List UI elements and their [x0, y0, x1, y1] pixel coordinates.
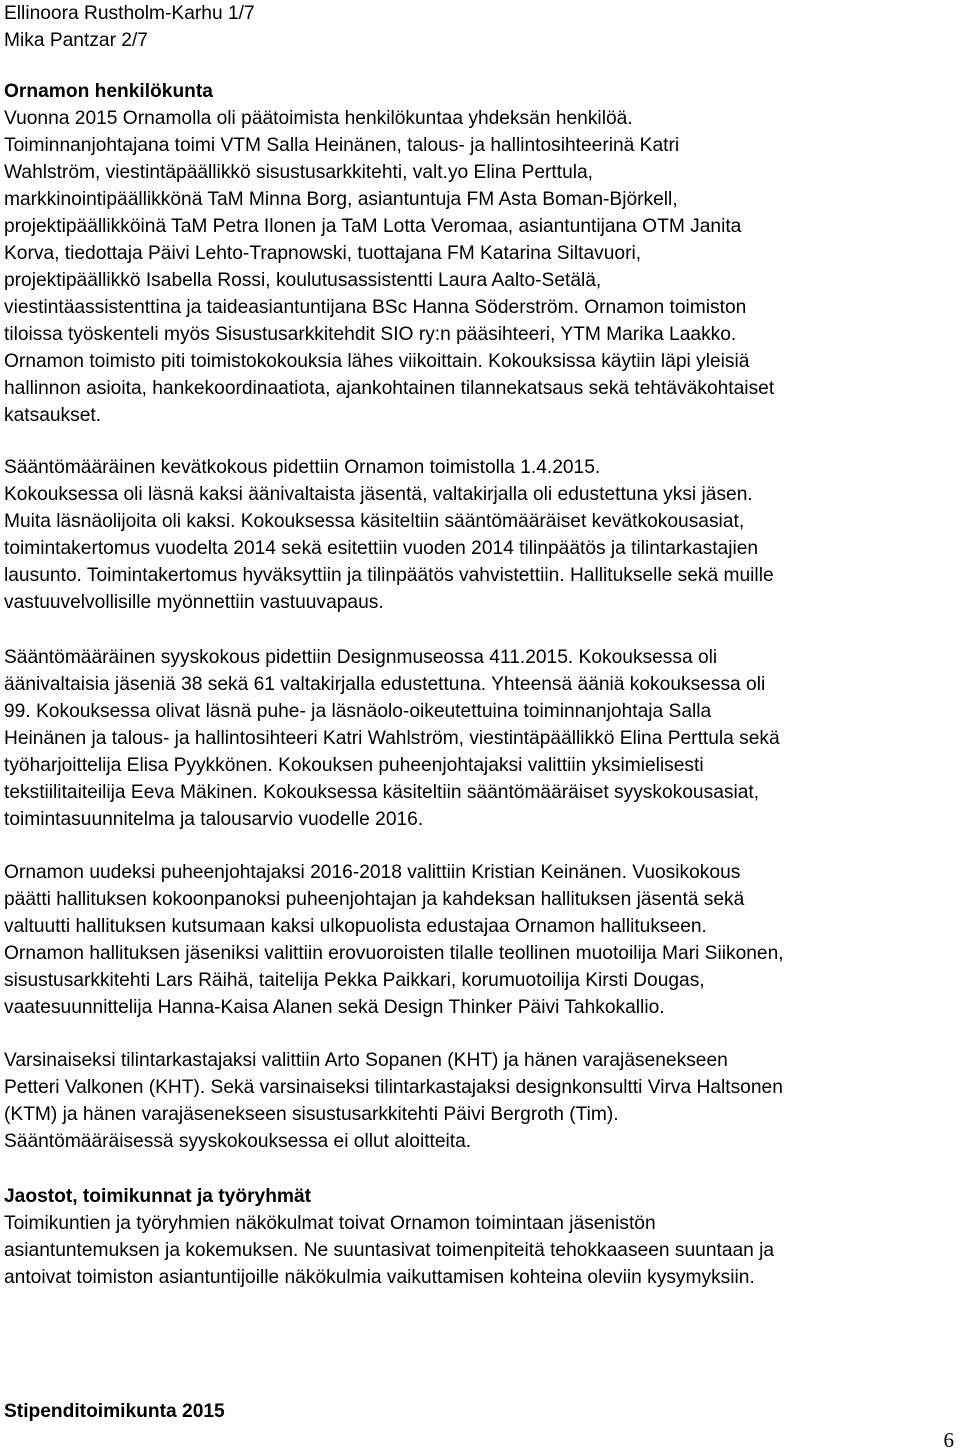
text-line: Ornamon hallituksen jäseniksi valittiin erovuoroisten tilalle teollinen muotoilija Mari Siikonen,	[4, 943, 784, 964]
text-line: projektipäällikköinä TaM Petra Ilonen ja TaM Lotta Veromaa, asiantuntijana OTM Janita	[4, 216, 742, 237]
text-line: tiloissa työskenteli myös Sisustusarkkitehdit SIO ry:n pääsihteeri, YTM Marika Laakko.	[4, 324, 737, 345]
text-line: vastuuvelvollisille myönnettiin vastuuvapaus.	[4, 592, 384, 613]
text-line: hallinnon asioita, hankekoordinaatiota, ajankohtainen tilannekatsaus sekä tehtäväkohtaiset	[4, 378, 775, 399]
text-line: Heinänen ja talous- ja hallintosihteeri Katri Wahlström, viestintäpäällikkö Elina Perttula sekä	[4, 728, 780, 749]
text-line: (KTM) ja hänen varajäsenekseen sisustusarkkitehti Päivi Bergroth (Tim).	[4, 1104, 619, 1125]
text-line: äänivaltaisia jäseniä 38 sekä 61 valtakirjalla edustettuna. Yhteensä ääniä kokouksessa oli	[4, 674, 766, 695]
text-line: Sääntömääräinen kevätkokous pidettiin Ornamon toimistolla 1.4.2015.	[4, 457, 601, 478]
section-heading-grants: Stipenditoimikunta 2015	[4, 1401, 225, 1422]
text-line: Sääntömääräinen syyskokous pidettiin Designmuseossa 411.2015. Kokouksessa oli	[4, 647, 718, 668]
section-heading-committees: Jaostot, toimikunnat ja työryhmät	[4, 1186, 312, 1207]
section-heading-staff: Ornamon henkilökunta	[4, 81, 213, 102]
page-number: 6	[943, 1428, 954, 1452]
text-line: Toimikuntien ja työryhmien näkökulmat toivat Ornamon toimintaan jäsenistön	[4, 1213, 656, 1234]
text-line: viestintäassistenttina ja taideasiantuntijana BSc Hanna Söderström. Ornamon toimiston	[4, 297, 747, 318]
text-line: Wahlström, viestintäpäällikkö sisustusarkkitehti, valt.yo Elina Perttula,	[4, 162, 594, 183]
text-line: tekstiilitaiteilija Eeva Mäkinen. Kokouksessa käsiteltiin sääntömääräiset syyskokousasiat,	[4, 782, 760, 803]
header-line-1: Ellinoora Rustholm-Karhu 1/7	[4, 3, 255, 24]
text-line: Toiminnanjohtajana toimi VTM Salla Heinänen, talous- ja hallintosihteerinä Katri	[4, 135, 680, 156]
text-line: päätti hallituksen kokoonpanoksi puheenjohtajan ja kahdeksan hallituksen jäsentä sekä	[4, 889, 745, 910]
text-line: sisustusarkkitehti Lars Räihä, taitelija Pekka Paikkari, korumuotoilija Kirsti Dougas,	[4, 970, 705, 991]
text-line: projektipäällikkö Isabella Rossi, koulutusassistentti Laura Aalto-Setälä,	[4, 270, 602, 291]
text-line: markkinointipäällikkönä TaM Minna Borg, asiantuntuja FM Asta Boman-Björkell,	[4, 189, 678, 210]
text-line: valtuutti hallituksen kutsumaan kaksi ulkopuolista edustajaa Ornamon hallitukseen.	[4, 916, 707, 937]
text-line: katsaukset.	[4, 405, 102, 426]
text-line: toimintasuunnitelma ja talousarvio vuodelle 2016.	[4, 809, 424, 830]
text-line: Varsinaiseksi tilintarkastajaksi valittiin Arto Sopanen (KHT) ja hänen varajäsenekseen	[4, 1050, 728, 1071]
text-line: toimintakertomus vuodelta 2014 sekä esitettiin vuoden 2014 tilinpäätös ja tilintarkastajien	[4, 538, 759, 559]
text-line: vaatesuunnittelija Hanna-Kaisa Alanen sekä Design Thinker Päivi Tahkokallio.	[4, 997, 665, 1018]
text-line: asiantuntemuksen ja kokemuksen. Ne suuntasivat toimenpiteitä tehokkaaseen suuntaan ja	[4, 1240, 775, 1261]
text-line: Korva, tiedottaja Päivi Lehto-Trapnowski, tuottajana FM Katarina Siltavuori,	[4, 243, 642, 264]
header-line-2: Mika Pantzar 2/7	[4, 30, 148, 51]
text-line: työharjoittelija Elisa Pyykkönen. Kokouksen puheenjohtajaksi valittiin yksimielisesti	[4, 755, 704, 776]
text-line: Ornamon uudeksi puheenjohtajaksi 2016-2018 valittiin Kristian Keinänen. Vuosikokous	[4, 862, 741, 883]
text-line: Petteri Valkonen (KHT). Sekä varsinaiseksi tilintarkastajaksi designkonsultti Virva Haltsonen	[4, 1077, 783, 1098]
text-line: Sääntömääräisessä syyskokouksessa ei ollut aloitteita.	[4, 1131, 472, 1152]
text-line: Kokouksessa oli läsnä kaksi äänivaltaista jäsentä, valtakirjalla oli edustettuna yksi jäsen.	[4, 484, 753, 505]
text-line: Muita läsnäolijoita oli kaksi. Kokouksessa käsiteltiin sääntömääräiset kevätkokousasiat,	[4, 511, 745, 532]
text-line: Ornamon toimisto piti toimistokokouksia lähes viikoittain. Kokouksissa käytiin läpi yleisiä	[4, 351, 750, 372]
text-line: 99. Kokouksessa olivat läsnä puhe- ja läsnäolo-oikeutettuina toiminnanjohtaja Salla	[4, 701, 712, 722]
text-line: antoivat toimiston asiantuntijoille näkökulmia vaikuttamisen kohteina oleviin kysymyksiin.	[4, 1267, 755, 1288]
text-line: Vuonna 2015 Ornamolla oli päätoimista henkilökuntaa yhdeksän henkilöä.	[4, 108, 633, 129]
text-line: lausunto. Toimintakertomus hyväksyttiin ja tilinpäätös vahvistettiin. Hallitukselle sekä muille	[4, 565, 774, 586]
